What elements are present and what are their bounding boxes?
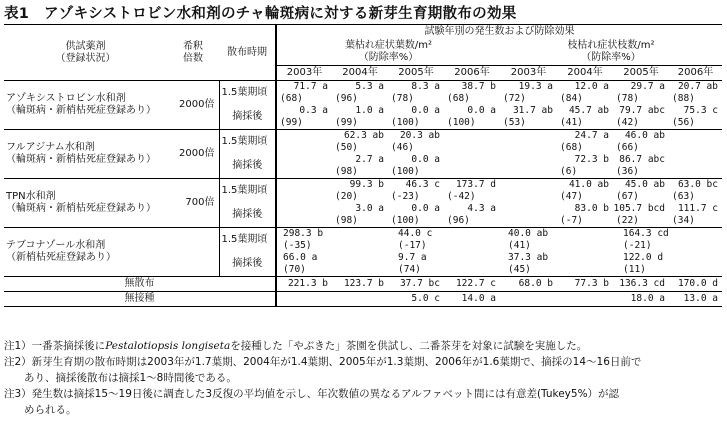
data-cell: 29.7 a (78) [616, 81, 665, 104]
dilution-value: 2000倍 [167, 130, 219, 179]
header-branch: 枝枯れ症状枝数/m² （防除率%） [567, 40, 655, 63]
data-cell [276, 203, 332, 228]
chemical-name: アゾキシストロビン水和剤 （輪斑病・新梢枯死症登録あり） [4, 81, 167, 130]
data-cell: 111.7 c (34) [669, 203, 722, 228]
data-cell: 105.7 bcd (22) [613, 203, 669, 228]
data-cell: 4.3 a (96) [444, 203, 500, 228]
data-cell: 19.3 a (72) [503, 81, 553, 104]
year-header: 2005年 [613, 66, 669, 81]
data-cell: 3.0 a (98) [332, 203, 388, 228]
note-1: 注1）一番茶摘採後にPestalotiopsis longisetaを接種した「やぶきた」茶園を供試し、二番茶芽を対象に試験を実施した。 [4, 340, 588, 352]
results-table [4, 24, 722, 307]
data-cell: 86.7 abc (36) [613, 154, 669, 179]
header-group: 試験年別の発生数および防除効果 [276, 25, 722, 40]
data-cell [557, 292, 613, 307]
header-chemical: 供試薬剤 （登録状況） [4, 25, 167, 81]
data-cell: 0.0 a (100) [388, 154, 444, 179]
data-cell: 18.0 a [613, 292, 669, 307]
year-header: 2004年 [332, 66, 388, 81]
chemical-name: フルアジナム水和剤 （輪斑病・新梢枯死症登録あり） [4, 130, 167, 179]
data-cell: 44.0 c (-17) [398, 228, 433, 251]
data-cell: 2.7 a (98) [332, 154, 388, 179]
data-cell: 9.7 a (74) [388, 252, 500, 277]
data-cell: 45.0 ab (67) [616, 179, 665, 202]
data-cell: 20.7 ab (88) [672, 81, 718, 104]
data-cell [500, 154, 557, 179]
data-cell: 298.3 b (-35) [276, 228, 388, 253]
note-3-cont: められる。 [24, 404, 77, 416]
data-cell [276, 292, 332, 307]
data-cell: 75.3 c (56) [669, 105, 722, 130]
pathogen-name: Pestalotiopsis longiseta [105, 340, 231, 352]
data-cell: 83.0 b (-7) [557, 203, 613, 228]
data-cell: 62.3 ab (50) [335, 130, 384, 153]
data-cell: 5.0 c [388, 292, 444, 307]
data-cell [500, 203, 557, 228]
data-cell [669, 130, 722, 155]
note-2: 注2）新芽生育期の散布時期は2003年が1.7葉期、2004年が1.4葉期、2005年が1.3葉期、2006年が1.6葉期で、摘採の14〜16日前で [4, 356, 642, 368]
timing-label: 摘採後 [219, 203, 276, 228]
data-cell: 79.7 abc (42) [613, 105, 669, 130]
data-cell: 5.3 a (96) [335, 81, 384, 104]
year-header: 2003年 [500, 66, 557, 81]
dilution-value: 700倍 [167, 179, 219, 228]
year-header: 2006年 [669, 66, 722, 81]
table-notes [4, 338, 722, 418]
timing-label: 摘採後 [219, 105, 276, 130]
timing-label: 1.5葉期頃 [219, 228, 276, 253]
data-cell [332, 292, 388, 307]
year-header: 2004年 [557, 66, 613, 81]
timing-label: 摘採後 [219, 252, 276, 277]
data-cell [500, 292, 557, 307]
data-cell: 77.3 b [557, 277, 613, 292]
data-cell [669, 154, 722, 179]
header-dilution: 希釈 倍数 [167, 25, 219, 81]
data-cell: 37.3 ab (45) [500, 252, 613, 277]
data-cell: 13.0 a [669, 292, 722, 307]
data-cell [500, 179, 557, 204]
data-cell: 31.7 ab (53) [500, 105, 557, 130]
timing-label: 1.5葉期頃 [219, 179, 276, 204]
data-cell: 63.0 bc (63) [672, 179, 718, 202]
header-leaf: 葉枯れ症状葉数/m² （防除率%） [276, 39, 500, 66]
data-cell: 66.0 a (70) [276, 252, 388, 277]
data-cell: 20.3 ab (46) [391, 130, 440, 153]
data-cell: 173.7 d (-42) [447, 179, 496, 202]
data-cell [500, 130, 557, 155]
year-header: 2003年 [276, 66, 332, 81]
timing-label: 1.5葉期頃 [219, 130, 276, 155]
chemical-name: テブコナゾール水和剤 （新梢枯死症登録あり） [4, 228, 167, 277]
data-cell [276, 179, 332, 204]
data-cell: 0.0 a (100) [388, 203, 444, 228]
data-cell [276, 154, 332, 179]
note-2-cont: あり、摘採後散布は摘採1〜8時間後である。 [24, 372, 237, 384]
data-cell: 0.3 a (99) [276, 105, 332, 130]
data-cell: 123.7 b [332, 277, 388, 292]
data-cell: 14.0 a [444, 292, 500, 307]
dilution-value: 2000倍 [167, 81, 219, 130]
data-cell: 68.0 b [500, 277, 557, 292]
note-3: 注3）発生数は摘採15〜19日後に調査した3反復の平均値を示し、年次数値の異なるアルファベット間には有意差(Tukey5%）が認 [4, 388, 620, 400]
data-cell: 136.3 cd [613, 277, 669, 292]
data-cell: 38.7 b (68) [447, 81, 496, 104]
table-title: 表1 アゾキシストロビン水和剤のチャ輪斑病に対する新芽生育期散布の効果 [4, 6, 517, 22]
data-cell: 1.0 a (99) [332, 105, 388, 130]
data-cell: 122.0 d (11) [613, 252, 722, 277]
data-cell: 72.3 b (6) [557, 154, 613, 179]
data-cell: 122.7 c [444, 277, 500, 292]
data-cell: 41.0 ab (47) [560, 179, 609, 202]
data-cell: 170.0 d [669, 277, 722, 292]
uninoculated-label: 無接種 [4, 292, 276, 307]
data-cell: 37.7 bc [388, 277, 444, 292]
year-header: 2006年 [444, 66, 500, 81]
data-cell [444, 130, 500, 155]
timing-label: 摘採後 [219, 154, 276, 179]
chemical-name: TPN水和剤 （輪斑病・新梢枯死症登録あり） [4, 179, 167, 228]
data-cell: 40.0 ab (41) [508, 228, 549, 251]
header-timing: 散布時期 [219, 25, 276, 81]
data-cell: 12.0 a (84) [560, 81, 609, 104]
data-cell [444, 154, 500, 179]
untreated-label: 無散布 [4, 277, 276, 292]
data-cell: 164.3 cd (-21) [623, 228, 669, 251]
year-header: 2005年 [388, 66, 444, 81]
timing-label: 1.5葉期頃 [219, 81, 276, 106]
data-cell: 46.3 c (-23) [391, 179, 440, 202]
data-cell: 0.0 a (100) [444, 105, 500, 130]
data-cell: 8.3 a (78) [391, 81, 440, 104]
dilution-value [167, 228, 219, 277]
data-cell: 71.7 a (68) [276, 81, 332, 106]
data-cell: 221.3 b [276, 277, 332, 292]
data-cell: 46.0 ab (66) [616, 130, 665, 153]
data-cell: 45.7 ab (41) [557, 105, 613, 130]
data-cell: 0.0 a (100) [388, 105, 444, 130]
data-cell: 24.7 a (68) [560, 130, 609, 153]
data-cell [276, 130, 332, 155]
data-cell: 99.3 b (20) [335, 179, 384, 202]
